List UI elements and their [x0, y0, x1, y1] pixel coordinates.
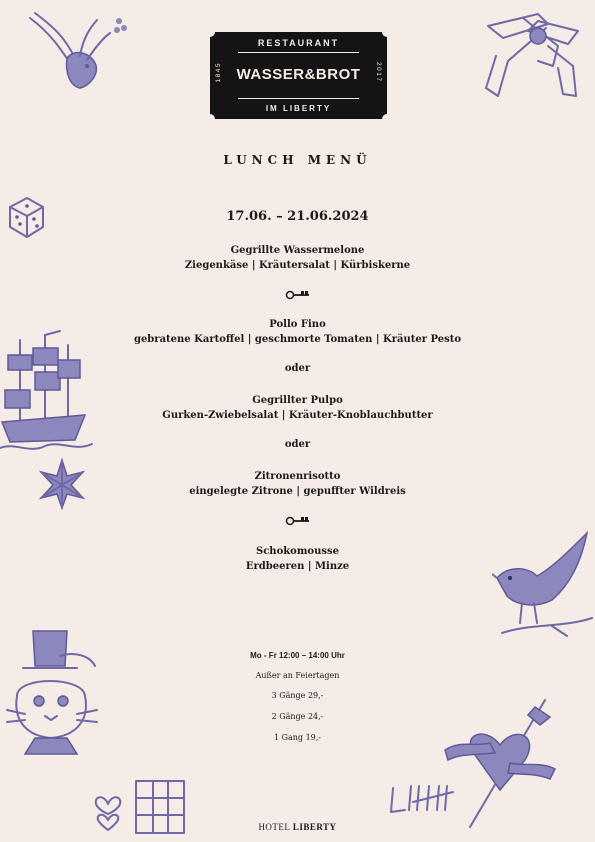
logo-bottom-text: IM LIBERTY — [265, 104, 332, 113]
main-3-name: Zitronenrisotto — [254, 471, 341, 482]
dice-icon — [5, 195, 47, 240]
starter-details: Ziegenkäse | Kräutersalat | Kürbiskerne — [184, 260, 411, 271]
main-1-details: gebratene Kartoffel | geschmorte Tomaten | Kräuter Pesto — [133, 334, 462, 345]
window-icon — [133, 778, 188, 838]
main-2-details: Gurken-Zwiebelsalat | Kräuter-Knoblauchbutter — [162, 410, 433, 421]
ship-icon — [0, 330, 95, 460]
menu-title: LUNCH MENÜ — [223, 153, 372, 167]
hotel-prefix: HOTEL — [258, 822, 291, 832]
price-3-courses: 3 Gänge 29,- — [271, 691, 324, 700]
main-3-details: eingelegte Zitrone | gepuffter Wildreis — [189, 486, 406, 497]
logo-year-left: 1845 — [215, 62, 222, 83]
swallow-icon — [25, 8, 135, 98]
cat-icon — [5, 626, 105, 761]
separator-oder-1: oder — [284, 363, 311, 374]
opening-hours: Mo - Fr 12:00 – 14:00 Uhr — [250, 651, 345, 660]
star-icon — [38, 458, 86, 510]
key-icon — [285, 289, 311, 301]
price-1-course: 1 Gang 19,- — [273, 733, 322, 742]
logo-year-right: 2017 — [375, 62, 382, 83]
restaurant-logo — [210, 32, 387, 119]
main-1-name: Pollo Fino — [269, 319, 326, 330]
logo-top-text: RESTAURANT — [257, 38, 340, 48]
separator-oder-2: oder — [284, 439, 311, 450]
holiday-note: Außer an Feiertagen — [255, 671, 340, 680]
revolvers-icon — [478, 6, 588, 106]
dessert-name: Schokomousse — [256, 546, 339, 557]
dessert-details: Erdbeeren | Minze — [245, 561, 350, 572]
starter-name: Gegrillte Wassermelone — [230, 245, 365, 256]
logo-name: WASSER&BROT — [236, 66, 361, 83]
hotel-name: LIBERTY — [292, 822, 337, 832]
hearts-icon — [92, 790, 124, 835]
key-icon — [285, 515, 311, 527]
main-2-name: Gegrillter Pulpo — [252, 395, 343, 406]
tally-icon — [385, 780, 460, 820]
date-range: 17.06. – 21.06.2024 — [226, 209, 369, 224]
price-2-courses: 2 Gänge 24,- — [271, 712, 324, 721]
bird-icon — [492, 528, 595, 648]
